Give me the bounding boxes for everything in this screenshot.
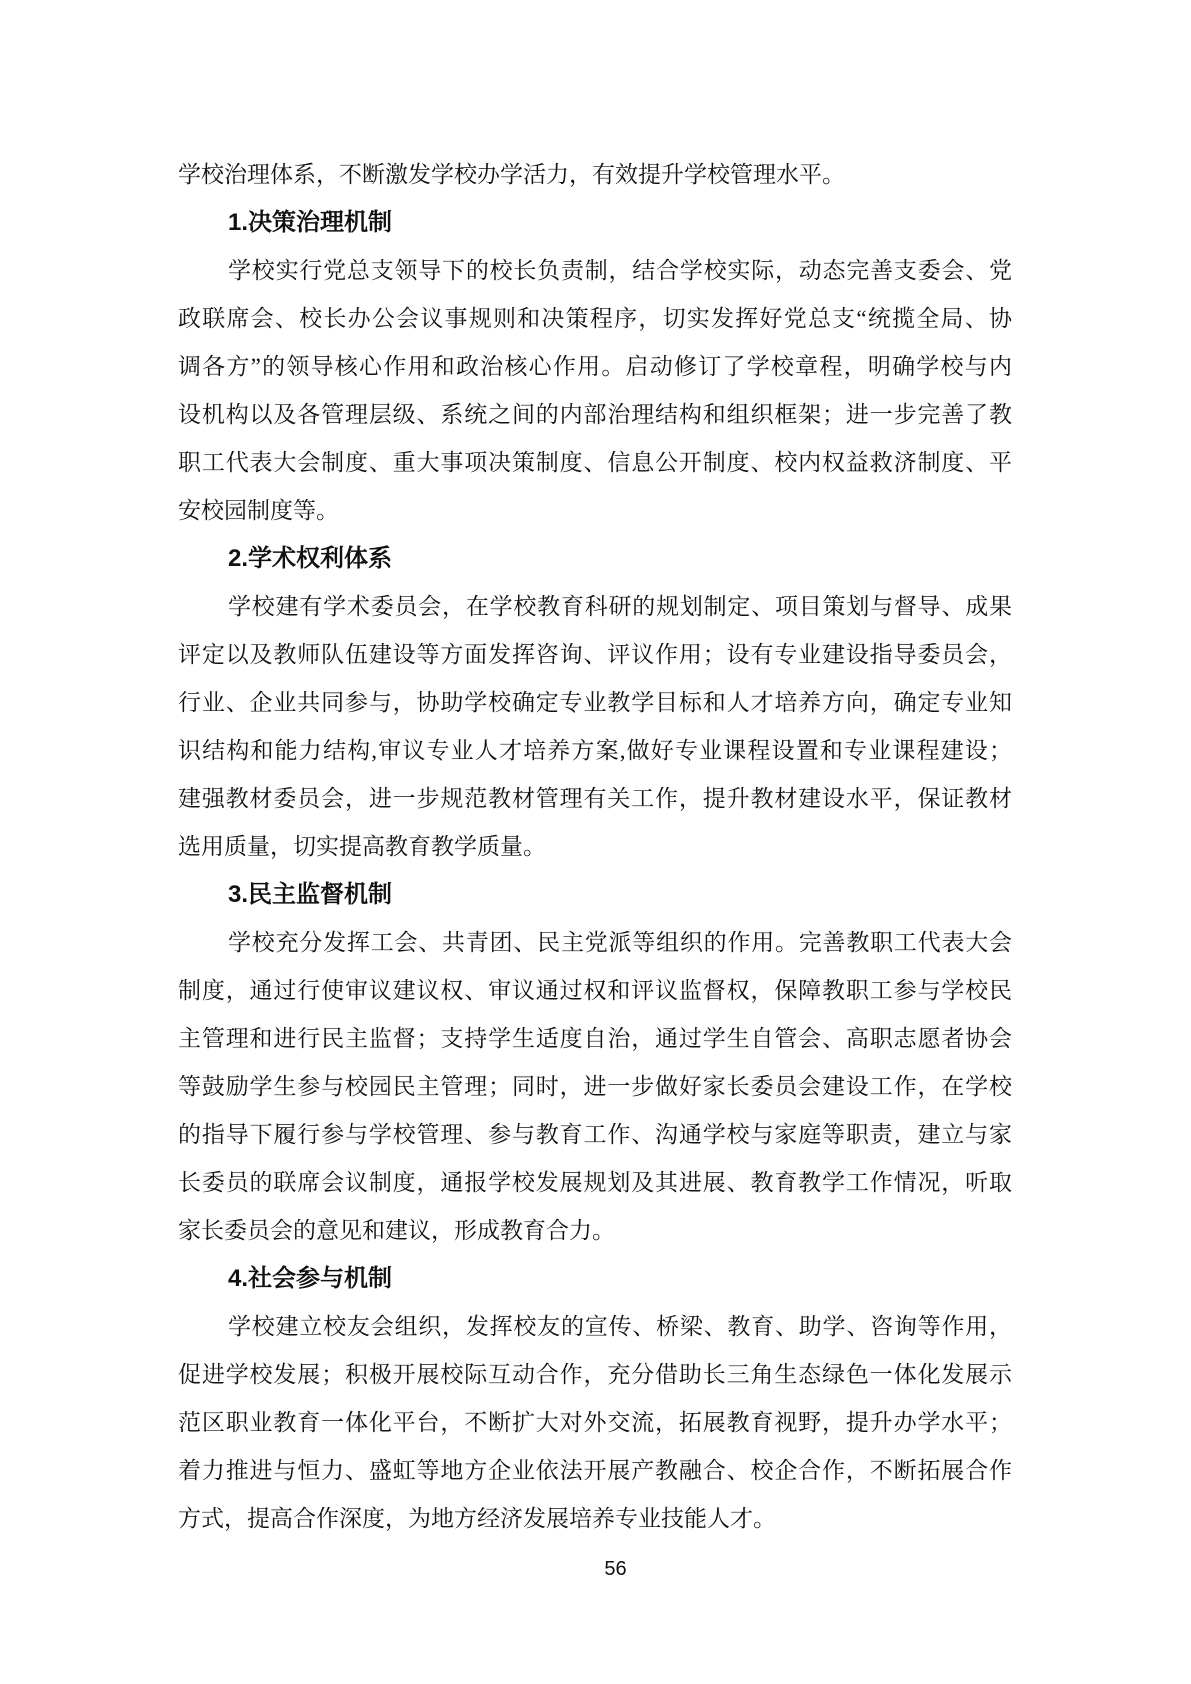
paragraph-line: 的指导下履行参与学校管理、参与教育工作、沟通学校与家庭等职责，建立与家	[178, 1122, 1012, 1147]
paragraph-line: 评定以及教师队伍建设等方面发挥咨询、评议作用；设有专业建设指导委员会，	[178, 642, 1012, 667]
paragraph-line: 政联席会、校长办公会议事规则和决策程序，切实发挥好党总支“统揽全局、协	[178, 306, 1012, 331]
paragraph-line: 安校园制度等。	[178, 498, 339, 523]
paragraph-line: 行业、企业共同参与，协助学校确定专业教学目标和人才培养方向，确定专业知	[178, 690, 1012, 715]
paragraph-line: 范区职业教育一体化平台，不断扩大对外交流，拓展教育视野，提升办学水平；	[178, 1410, 1012, 1435]
paragraph-line: 选用质量，切实提高教育教学质量。	[178, 834, 546, 859]
paragraph-line: 设机构以及各管理层级、系统之间的内部治理结构和组织框架；进一步完善了教	[178, 402, 1012, 427]
paragraph-line: 学校实行党总支领导下的校长负责制，结合学校实际，动态完善支委会、党	[228, 258, 1012, 283]
paragraph-line: 制度，通过行使审议建议权、审议通过权和评议监督权，保障教职工参与学校民	[178, 978, 1012, 1003]
paragraph-line: 学校治理体系，不断激发学校办学活力，有效提升学校管理水平。	[178, 162, 845, 187]
paragraph-line: 方式，提高合作深度，为地方经济发展培养专业技能人才。	[178, 1506, 776, 1531]
paragraph-line: 等鼓励学生参与校园民主管理；同时，进一步做好家长委员会建设工作，在学校	[178, 1074, 1012, 1099]
paragraph-line: 着力推进与恒力、盛虹等地方企业依法开展产教融合、校企合作，不断拓展合作	[178, 1458, 1012, 1483]
section-heading: 4.社会参与机制	[228, 1265, 393, 1292]
paragraph-line: 学校充分发挥工会、共青团、民主党派等组织的作用。完善教职工代表大会	[228, 930, 1012, 955]
page-text	[178, 151, 1012, 1543]
paragraph-line: 家长委员会的意见和建议，形成教育合力。	[178, 1218, 615, 1243]
paragraph-line: 建强教材委员会，进一步规范教材管理有关工作，提升教材建设水平，保证教材	[178, 786, 1012, 811]
section-heading: 3.民主监督机制	[228, 881, 393, 908]
paragraph-line: 学校建立校友会组织，发挥校友的宣传、桥梁、教育、助学、咨询等作用，	[228, 1314, 1012, 1339]
page-number: 56	[604, 1558, 627, 1580]
section-heading: 1.决策治理机制	[228, 209, 393, 236]
paragraph-line: 主管理和进行民主监督；支持学生适度自治，通过学生自管会、高职志愿者协会	[178, 1026, 1012, 1051]
paragraph-line: 调各方”的领导核心作用和政治核心作用。启动修订了学校章程，明确学校与内	[178, 354, 1012, 379]
paragraph-line: 促进学校发展；积极开展校际互动合作，充分借助长三角生态绿色一体化发展示	[178, 1362, 1012, 1387]
paragraph-line: 识结构和能力结构,审议专业人才培养方案,做好专业课程设置和专业课程建设；	[178, 738, 1012, 763]
section-heading: 2.学术权利体系	[228, 545, 393, 572]
paragraph-line: 学校建有学术委员会，在学校教育科研的规划制定、项目策划与督导、成果	[228, 594, 1012, 619]
paragraph-line: 长委员的联席会议制度，通报学校发展规划及其进展、教育教学工作情况，听取	[178, 1170, 1012, 1195]
paragraph-line: 职工代表大会制度、重大事项决策制度、信息公开制度、校内权益救济制度、平	[178, 450, 1012, 475]
